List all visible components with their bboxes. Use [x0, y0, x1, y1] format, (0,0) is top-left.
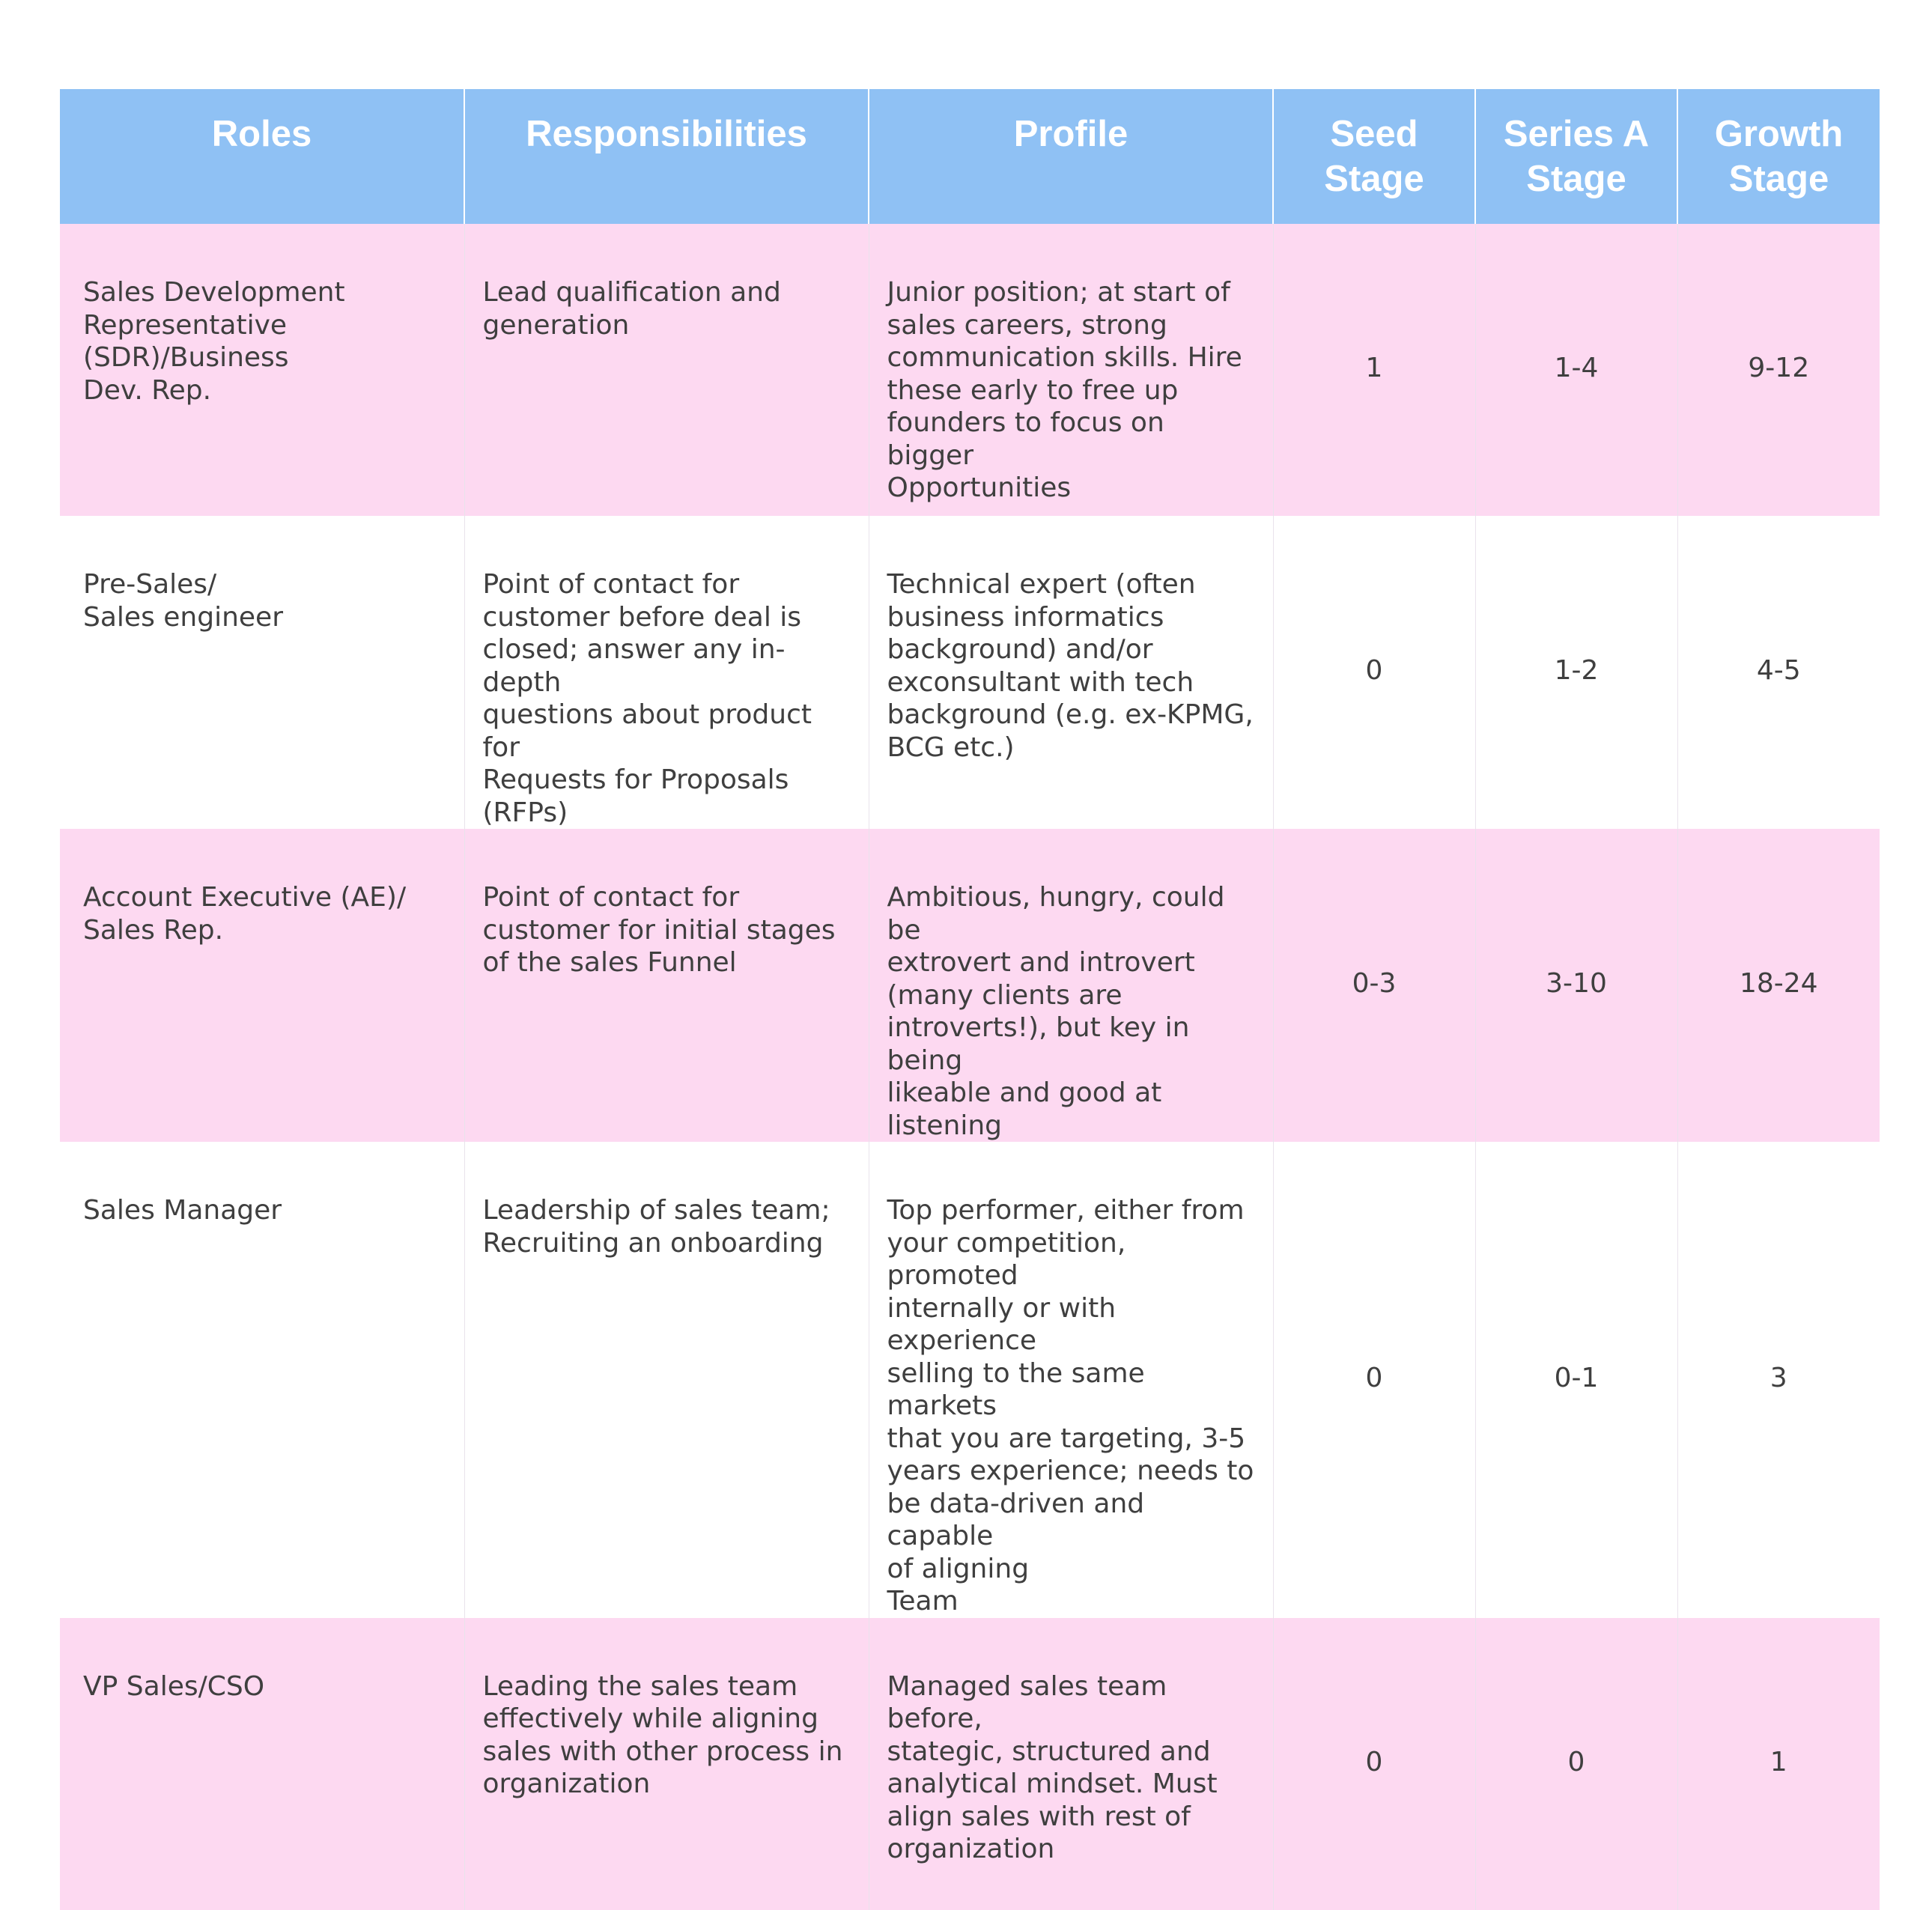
cell-role: Sales Manager: [60, 1142, 464, 1618]
table-row: [60, 224, 1880, 516]
cell-series-a-count: 1-4: [1475, 224, 1677, 516]
cell-series-a-count: 0: [1475, 1618, 1677, 1910]
cell-role: Pre-Sales/ Sales engineer: [60, 516, 464, 829]
header-roles: Roles: [60, 89, 464, 224]
header-responsibilities: Responsibilities: [464, 89, 869, 224]
cell-growth-count: 18-24: [1677, 829, 1880, 1142]
table-body: [60, 224, 1880, 1910]
cell-role: Account Executive (AE)/ Sales Rep.: [60, 829, 464, 1142]
table-row: [60, 829, 1880, 1142]
cell-growth-count: 3: [1677, 1142, 1880, 1618]
cell-responsibilities: Lead qualification and generation: [464, 224, 869, 516]
cell-responsibilities: Point of contact for customer for initial stages of the sales Funnel: [464, 829, 869, 1142]
cell-profile: Junior position; at start of sales careers, strong communication skills. Hire these early to free up founders to focus on bigger Opportunities: [869, 224, 1273, 516]
header-seed-stage: Seed Stage: [1273, 89, 1475, 224]
cell-profile: Ambitious, hungry, could be extrovert and introvert (many clients are introverts!), but key in being likeable and good at listening: [869, 829, 1273, 1142]
cell-profile: Technical expert (often business informatics background) and/or exconsultant with tech background (e.g. ex-KPMG, BCG etc.): [869, 516, 1273, 829]
table-header: [60, 89, 1880, 224]
cell-responsibilities: Leadership of sales team; Recruiting an onboarding: [464, 1142, 869, 1618]
table-row: [60, 1142, 1880, 1618]
cell-seed-count: 0: [1273, 516, 1475, 829]
sales-roles-table: [60, 89, 1880, 1910]
cell-series-a-count: 3-10: [1475, 829, 1677, 1142]
cell-responsibilities: Point of contact for customer before deal is closed; answer any in-depth questions about product for Requests for Proposals (RFPs): [464, 516, 869, 829]
cell-role: Sales Development Representative (SDR)/Business Dev. Rep.: [60, 224, 464, 516]
cell-seed-count: 0: [1273, 1142, 1475, 1618]
cell-growth-count: 9-12: [1677, 224, 1880, 516]
table-row: [60, 1618, 1880, 1910]
cell-series-a-count: 1-2: [1475, 516, 1677, 829]
cell-growth-count: 1: [1677, 1618, 1880, 1910]
header-growth-stage: Growth Stage: [1677, 89, 1880, 224]
cell-profile: Top performer, either from your competition, promoted internally or with experience selling to the same markets that you are targeting, 3-5 years experience; needs to be data-driven and capable of aligning Team: [869, 1142, 1273, 1618]
cell-responsibilities: Leading the sales team effectively while aligning sales with other process in organization: [464, 1618, 869, 1910]
cell-seed-count: 0: [1273, 1618, 1475, 1910]
header-series-a-stage: Series A Stage: [1475, 89, 1677, 224]
cell-series-a-count: 0-1: [1475, 1142, 1677, 1618]
header-profile: Profile: [869, 89, 1273, 224]
cell-role: VP Sales/CSO: [60, 1618, 464, 1910]
cell-seed-count: 0-3: [1273, 829, 1475, 1142]
cell-profile: Managed sales team before, stategic, structured and analytical mindset. Must align sales with rest of organization: [869, 1618, 1273, 1910]
table-row: [60, 516, 1880, 829]
cell-seed-count: 1: [1273, 224, 1475, 516]
header-row: [60, 89, 1880, 224]
cell-growth-count: 4-5: [1677, 516, 1880, 829]
